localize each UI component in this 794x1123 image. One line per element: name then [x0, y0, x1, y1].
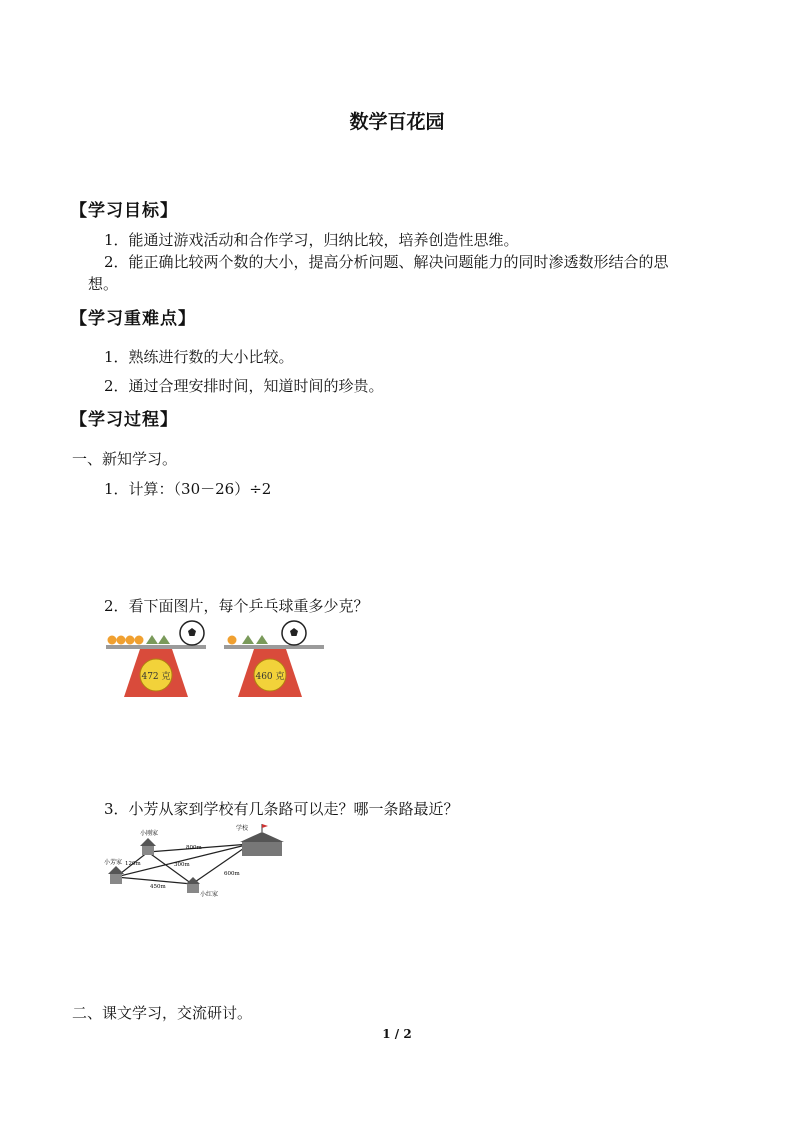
process-heading: 【学习过程】 — [70, 410, 178, 430]
house-xiaogang-icon — [140, 838, 156, 855]
part2-title: 二、课文学习，交流研讨。 — [72, 1004, 253, 1022]
scale-beam — [224, 645, 324, 649]
distance-fang-gang: 120m — [125, 861, 141, 867]
distance-gang-school: 800m — [186, 845, 202, 851]
road-fang-hong — [116, 877, 192, 884]
scale-2 — [224, 621, 324, 697]
key-point-item-2: 2．通过合理安排时间，知道时间的珍贵。 — [104, 377, 384, 395]
shuttlecock-icon — [242, 635, 254, 644]
distance-fang-hong: 450m — [150, 884, 166, 890]
distance-hong-school: 600m — [224, 871, 240, 877]
ping-pong-ball — [108, 636, 117, 645]
route-map-illustration — [100, 822, 300, 902]
balance-scales-illustration — [100, 615, 330, 701]
shuttlecock-icon — [158, 635, 170, 644]
page-title: 数学百花园 — [349, 111, 445, 133]
distance-gang-hong: 300m — [174, 862, 190, 868]
shuttlecock-icon — [146, 635, 158, 644]
shuttlecock-icon — [256, 635, 268, 644]
goal-item-2: 2．能正确比较两个数的大小，提高分析问题、解决问题能力的同时渗透数形结合的思 — [104, 253, 669, 271]
place-label-xiaofang: 小芳家 — [104, 859, 123, 866]
weight-label: 460 克 — [255, 672, 285, 682]
key-point-item-1: 1．熟练进行数的大小比较。 — [104, 348, 294, 366]
scale-1 — [106, 621, 206, 697]
page-number: 1 / 2 — [382, 1027, 412, 1041]
goal-item-1: 1．能通过游戏活动和合作学习，归纳比较，培养创造性思维。 — [104, 231, 519, 249]
goals-heading: 【学习目标】 — [70, 201, 178, 221]
key-points-heading: 【学习重难点】 — [70, 309, 196, 329]
question-2: 2．看下面图片，每个乒乓球重多少克？ — [104, 597, 369, 615]
place-label-xiaohong: 小红家 — [200, 891, 219, 898]
weight-label: 472 克 — [141, 672, 171, 682]
part1-title: 一、新知学习。 — [72, 450, 178, 468]
question-1: 1．计算：（30－26）÷2 — [104, 480, 272, 498]
ping-pong-ball — [126, 636, 135, 645]
ping-pong-ball — [117, 636, 126, 645]
place-label-school: 学校 — [236, 825, 249, 832]
ping-pong-ball — [135, 636, 144, 645]
question-3: 3．小芳从家到学校有几条路可以走？哪一条路最近？ — [104, 800, 459, 818]
ping-pong-ball — [228, 636, 237, 645]
house-xiaofang-icon — [108, 866, 124, 884]
goal-item-2-continued: 想。 — [88, 275, 119, 293]
place-label-xiaogang: 小刚家 — [140, 830, 159, 837]
